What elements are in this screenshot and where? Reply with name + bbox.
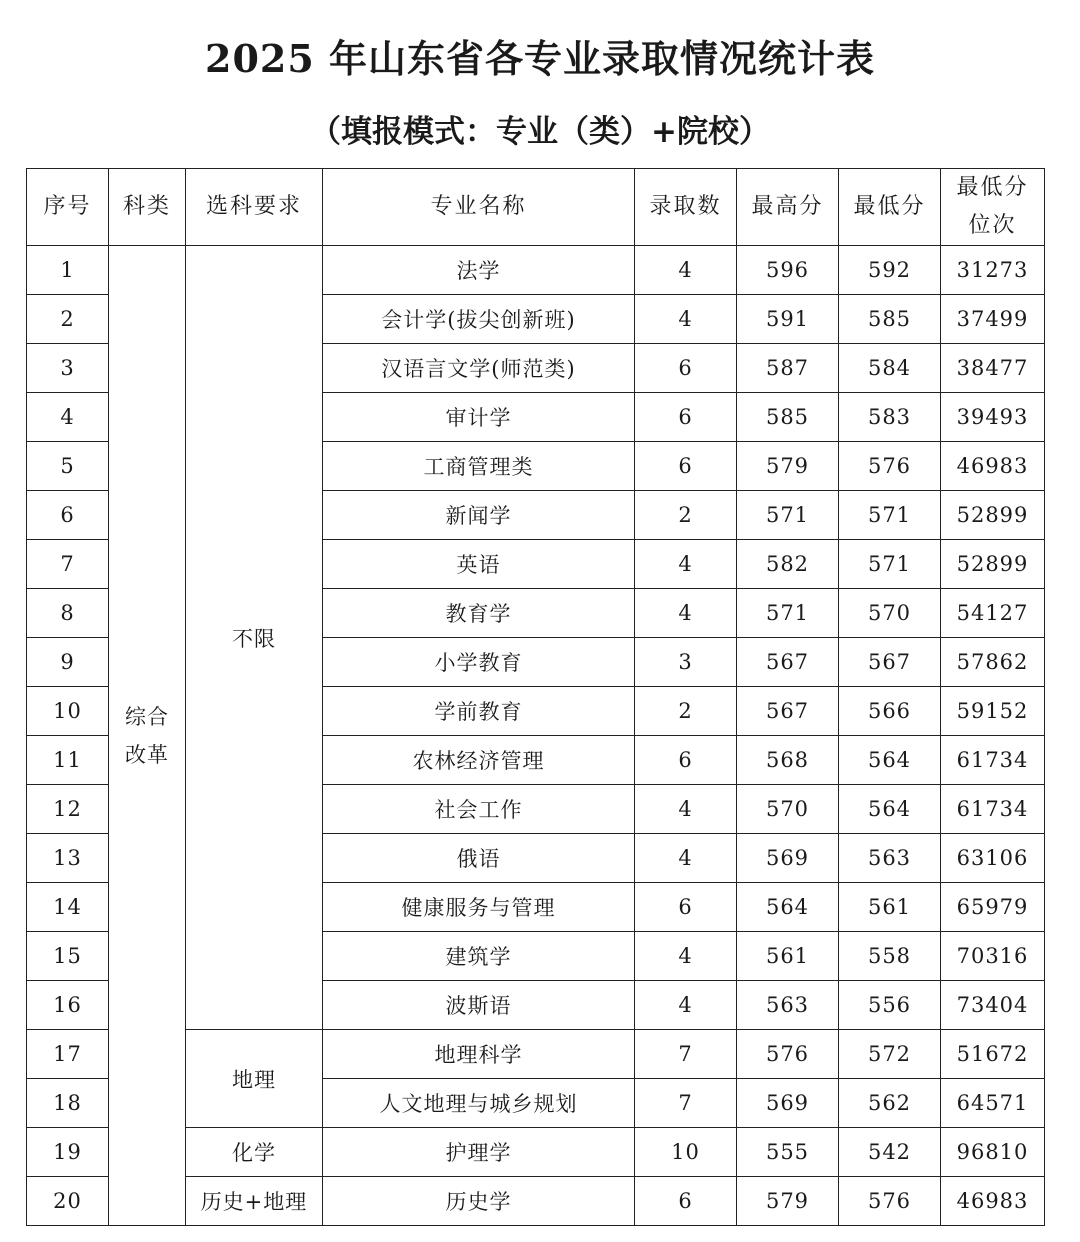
cell-major: 健康服务与管理 [323,883,635,932]
cell-major: 俄语 [323,834,635,883]
cell-max-score: 569 [737,1079,839,1128]
cell-seq: 1 [27,246,109,295]
cell-admitted: 7 [635,1030,737,1079]
cell-seq: 18 [27,1079,109,1128]
cell-max-score: 564 [737,883,839,932]
cell-max-score: 579 [737,442,839,491]
cell-min-rank: 96810 [941,1128,1045,1177]
cell-seq: 13 [27,834,109,883]
cell-category [109,246,186,1226]
header-admitted: 录取数 [635,169,737,246]
cell-admitted: 6 [635,1177,737,1226]
cell-major: 护理学 [323,1128,635,1177]
cell-min-score: 542 [839,1128,941,1177]
cell-seq: 3 [27,344,109,393]
cell-min-rank: 39493 [941,393,1045,442]
cell-admitted: 4 [635,785,737,834]
cell-min-rank: 70316 [941,932,1045,981]
cell-min-rank: 57862 [941,638,1045,687]
cell-seq: 8 [27,589,109,638]
cell-admitted: 6 [635,393,737,442]
cell-major: 地理科学 [323,1030,635,1079]
admission-table [26,168,1045,1226]
cell-min-score: 562 [839,1079,941,1128]
page-subtitle: （填报模式：专业（类）+院校） [310,114,770,150]
cell-min-rank: 54127 [941,589,1045,638]
cell-requirement-unrestricted: 不限 [186,246,323,1030]
cell-seq: 20 [27,1177,109,1226]
cell-seq: 11 [27,736,109,785]
header-min-rank-line1: 最低分 [956,175,1029,200]
cell-seq: 7 [27,540,109,589]
cell-seq: 2 [27,295,109,344]
cell-major: 学前教育 [323,687,635,736]
cell-min-rank: 59152 [941,687,1045,736]
cell-major: 汉语言文学(师范类) [323,344,635,393]
table-row [27,246,1045,295]
cell-major: 历史学 [323,1177,635,1226]
cell-min-score: 564 [839,785,941,834]
cell-max-score: 561 [737,932,839,981]
cell-min-rank: 64571 [941,1079,1045,1128]
cell-min-score: 583 [839,393,941,442]
cell-major: 审计学 [323,393,635,442]
cell-min-rank: 73404 [941,981,1045,1030]
cell-min-rank: 63106 [941,834,1045,883]
cell-major: 新闻学 [323,491,635,540]
cell-max-score: 569 [737,834,839,883]
cell-min-score: 567 [839,638,941,687]
cell-admitted: 4 [635,932,737,981]
header-max-score: 最高分 [737,169,839,246]
cell-min-score: 558 [839,932,941,981]
cell-seq: 19 [27,1128,109,1177]
cell-admitted: 6 [635,736,737,785]
cell-min-rank: 52899 [941,540,1045,589]
cell-min-score: 556 [839,981,941,1030]
cell-seq: 9 [27,638,109,687]
cell-admitted: 4 [635,589,737,638]
cell-major: 工商管理类 [323,442,635,491]
cell-max-score: 591 [737,295,839,344]
cell-min-score: 570 [839,589,941,638]
cell-major: 人文地理与城乡规划 [323,1079,635,1128]
cell-min-rank: 52899 [941,491,1045,540]
cell-major: 小学教育 [323,638,635,687]
cell-min-rank: 37499 [941,295,1045,344]
cell-min-score: 561 [839,883,941,932]
cell-admitted: 4 [635,540,737,589]
cell-max-score: 596 [737,246,839,295]
cell-major: 法学 [323,246,635,295]
category-line2: 改革 [125,742,169,767]
cell-min-score: 585 [839,295,941,344]
cell-min-score: 592 [839,246,941,295]
page-title: 2025 年山东省各专业录取情况统计表 [205,36,875,81]
cell-max-score: 585 [737,393,839,442]
cell-max-score: 567 [737,638,839,687]
cell-min-score: 566 [839,687,941,736]
cell-seq: 6 [27,491,109,540]
cell-seq: 16 [27,981,109,1030]
cell-seq: 10 [27,687,109,736]
cell-admitted: 10 [635,1128,737,1177]
cell-min-rank: 46983 [941,442,1045,491]
cell-max-score: 587 [737,344,839,393]
header-min-rank [941,169,1045,246]
cell-major: 农林经济管理 [323,736,635,785]
cell-seq: 4 [27,393,109,442]
cell-min-score: 564 [839,736,941,785]
cell-min-score: 576 [839,442,941,491]
cell-min-score: 571 [839,540,941,589]
cell-max-score: 568 [737,736,839,785]
header-seq: 序号 [27,169,109,246]
cell-min-rank: 38477 [941,344,1045,393]
cell-min-rank: 51672 [941,1030,1045,1079]
cell-admitted: 6 [635,344,737,393]
cell-admitted: 2 [635,687,737,736]
cell-major: 会计学(拔尖创新班) [323,295,635,344]
cell-admitted: 4 [635,834,737,883]
cell-min-score: 571 [839,491,941,540]
cell-seq: 14 [27,883,109,932]
cell-min-score: 584 [839,344,941,393]
cell-max-score: 567 [737,687,839,736]
cell-admitted: 6 [635,883,737,932]
cell-max-score: 571 [737,491,839,540]
cell-major: 英语 [323,540,635,589]
header-min-rank-line2: 位次 [968,213,1017,238]
cell-admitted: 6 [635,442,737,491]
cell-admitted: 4 [635,295,737,344]
category-line1: 综合 [125,704,169,729]
cell-admitted: 4 [635,981,737,1030]
cell-admitted: 2 [635,491,737,540]
cell-requirement-history-geography: 历史+地理 [186,1177,323,1226]
header-requirement: 选科要求 [186,169,323,246]
cell-seq: 12 [27,785,109,834]
cell-min-rank: 61734 [941,785,1045,834]
cell-max-score: 563 [737,981,839,1030]
cell-major: 教育学 [323,589,635,638]
cell-min-rank: 61734 [941,736,1045,785]
header-category: 科类 [109,169,186,246]
cell-seq: 17 [27,1030,109,1079]
header-min-score: 最低分 [839,169,941,246]
cell-max-score: 571 [737,589,839,638]
cell-min-rank: 65979 [941,883,1045,932]
cell-requirement-geography: 地理 [186,1030,323,1128]
cell-min-score: 563 [839,834,941,883]
header-row [27,169,1045,246]
cell-max-score: 576 [737,1030,839,1079]
cell-max-score: 570 [737,785,839,834]
cell-min-rank: 46983 [941,1177,1045,1226]
cell-requirement-chemistry: 化学 [186,1128,323,1177]
cell-max-score: 582 [737,540,839,589]
cell-major: 社会工作 [323,785,635,834]
cell-max-score: 579 [737,1177,839,1226]
cell-seq: 15 [27,932,109,981]
cell-max-score: 555 [737,1128,839,1177]
header-major: 专业名称 [323,169,635,246]
cell-min-score: 572 [839,1030,941,1079]
cell-seq: 5 [27,442,109,491]
cell-min-rank: 31273 [941,246,1045,295]
cell-admitted: 3 [635,638,737,687]
cell-major: 建筑学 [323,932,635,981]
cell-major: 波斯语 [323,981,635,1030]
cell-admitted: 4 [635,246,737,295]
cell-admitted: 7 [635,1079,737,1128]
cell-min-score: 576 [839,1177,941,1226]
